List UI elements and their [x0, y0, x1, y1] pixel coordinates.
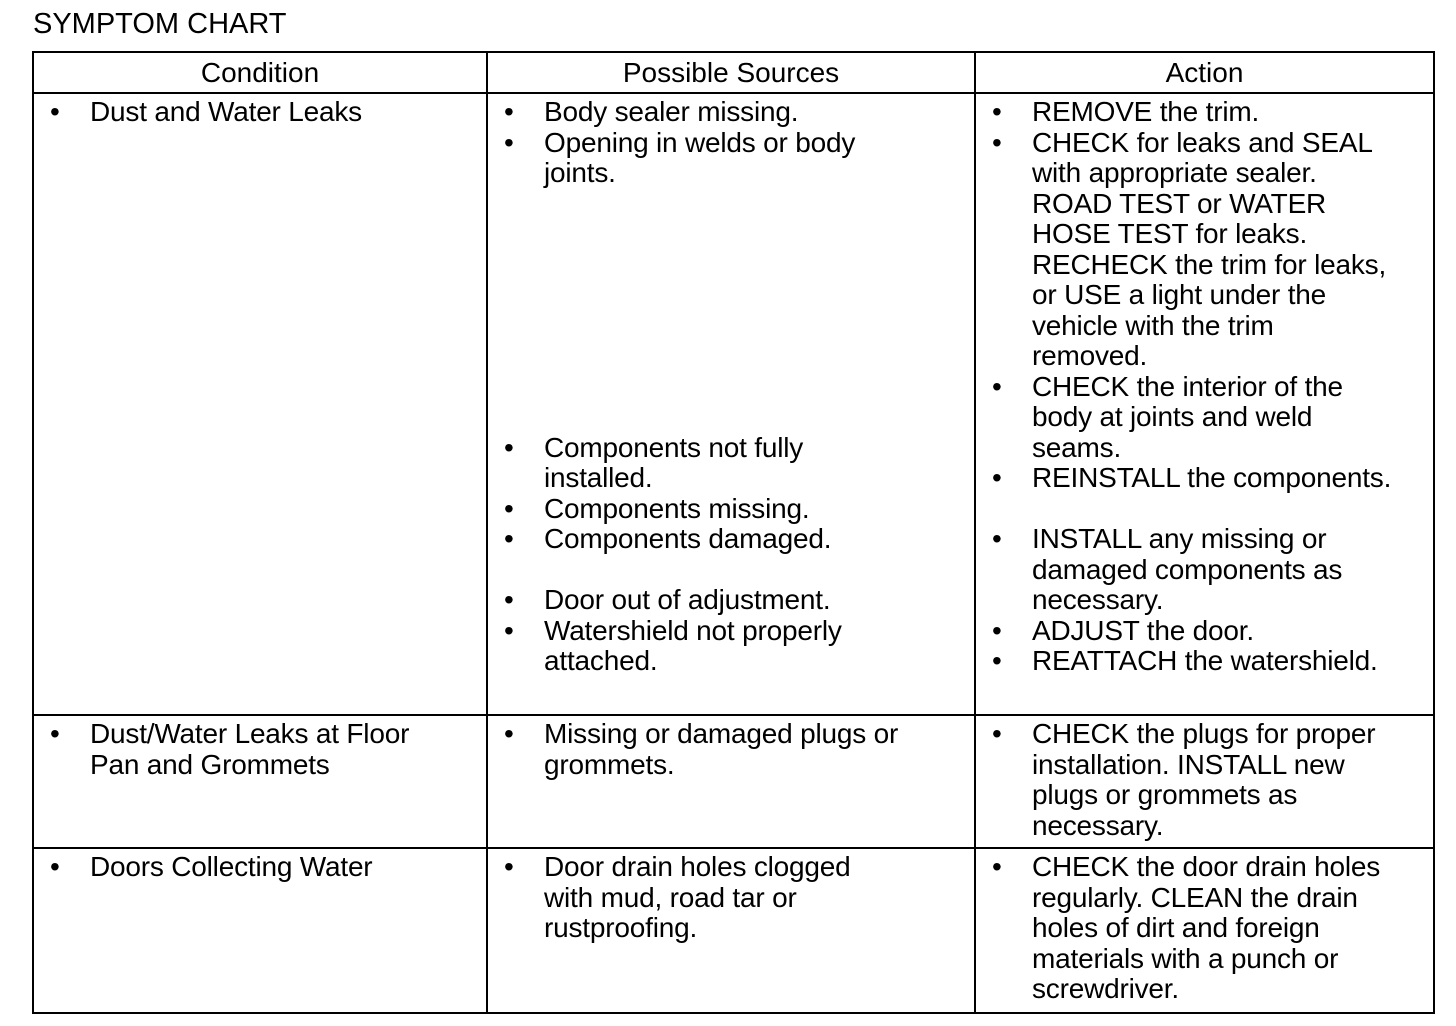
sources-cell — [487, 715, 975, 848]
bullet-icon: • — [504, 584, 514, 615]
action-item — [988, 719, 1427, 841]
source-text: Components damaged. — [544, 523, 832, 554]
source-item — [500, 719, 968, 780]
bullet-icon: • — [992, 614, 1002, 646]
header-row — [33, 52, 1434, 93]
table-row — [33, 93, 1434, 715]
source-item — [500, 616, 968, 677]
source-item — [500, 97, 968, 128]
spacer — [500, 189, 968, 433]
bullet-icon: • — [992, 851, 1002, 882]
header-action: Action — [975, 52, 1434, 93]
action-text: REATTACH the watershield. — [1032, 645, 1378, 676]
source-text: Components not fully installed. — [544, 431, 804, 493]
bullet-icon: • — [50, 718, 60, 749]
action-cell — [975, 93, 1434, 715]
bullet-icon: • — [504, 126, 514, 158]
sources-cell — [487, 848, 975, 1013]
spacer — [500, 555, 968, 586]
sources-cell — [487, 93, 975, 715]
bullet-icon: • — [504, 431, 514, 463]
bullet-icon: • — [504, 614, 514, 646]
condition-text: Dust/Water Leaks at Floor Pan and Grommets — [90, 718, 410, 780]
header-condition: Condition — [33, 52, 487, 93]
source-text: Opening in welds or body joints. — [544, 126, 856, 188]
action-text: CHECK the door drain holes regularly. CLEAN the drain holes of dirt and foreign materials with a punch or screwdriver. — [1032, 851, 1381, 1004]
action-item — [988, 463, 1427, 494]
bullet-icon: • — [992, 126, 1002, 158]
source-text: Components missing. — [544, 492, 810, 524]
bullet-icon: • — [504, 96, 514, 127]
spacer — [988, 494, 1427, 525]
bullet-icon: • — [992, 370, 1002, 402]
action-item — [988, 97, 1427, 128]
source-item — [500, 524, 968, 555]
action-item — [988, 646, 1427, 677]
bullet-icon: • — [992, 523, 1002, 554]
action-text: ADJUST the door. — [1032, 614, 1254, 646]
action-item — [988, 128, 1427, 372]
source-text: Door out of adjustment. — [544, 584, 831, 615]
bullet-icon: • — [992, 462, 1002, 493]
source-item — [500, 433, 968, 494]
action-item — [988, 616, 1427, 647]
bullet-icon: • — [992, 96, 1002, 127]
bullet-icon: • — [992, 645, 1002, 676]
condition-text: Dust and Water Leaks — [90, 96, 362, 127]
action-item — [988, 852, 1427, 1005]
condition-text: Doors Collecting Water — [90, 851, 373, 882]
action-text: CHECK for leaks and SEAL with appropriate sealer. ROAD TEST or WATER HOSE TEST for leaks. RECHECK the trim for leaks, or USE a light under the vehicle with the trim removed. — [1032, 126, 1387, 371]
bullet-icon: • — [50, 96, 60, 127]
condition-cell — [33, 715, 487, 848]
chart-title: SYMPTOM CHART — [33, 8, 287, 40]
source-item — [500, 852, 968, 944]
action-text: INSTALL any missing or damaged components as necessary. — [1032, 523, 1343, 615]
source-item — [500, 585, 968, 616]
table-row — [33, 848, 1434, 1013]
action-text: CHECK the plugs for proper installation. INSTALL new plugs or grommets as necessary. — [1032, 718, 1376, 841]
source-text: Watershield not properly attached. — [544, 614, 842, 676]
header-possible-sources: Possible Sources — [487, 52, 975, 93]
bullet-icon: • — [50, 851, 60, 882]
condition-item — [46, 97, 480, 128]
action-text: REMOVE the trim. — [1032, 96, 1260, 127]
table-row — [33, 715, 1434, 848]
source-item — [500, 494, 968, 525]
condition-item — [46, 852, 480, 883]
condition-cell — [33, 848, 487, 1013]
action-text: CHECK the interior of the body at joints and weld seams. — [1032, 370, 1343, 463]
source-text: Door drain holes clogged with mud, road tar or rustproofing. — [544, 851, 851, 943]
action-text: REINSTALL the components. — [1032, 462, 1392, 493]
condition-item — [46, 719, 480, 780]
action-cell — [975, 715, 1434, 848]
action-cell — [975, 848, 1434, 1013]
bullet-icon: • — [504, 718, 514, 749]
source-text: Body sealer missing. — [544, 96, 799, 127]
bullet-icon: • — [504, 492, 514, 524]
symptom-table — [32, 51, 1435, 1014]
source-item — [500, 128, 968, 189]
bullet-icon: • — [504, 851, 514, 882]
bullet-icon: • — [992, 718, 1002, 749]
action-item — [988, 372, 1427, 464]
bullet-icon: • — [504, 523, 514, 554]
action-item — [988, 524, 1427, 616]
condition-cell — [33, 93, 487, 715]
source-text: Missing or damaged plugs or grommets. — [544, 718, 899, 780]
